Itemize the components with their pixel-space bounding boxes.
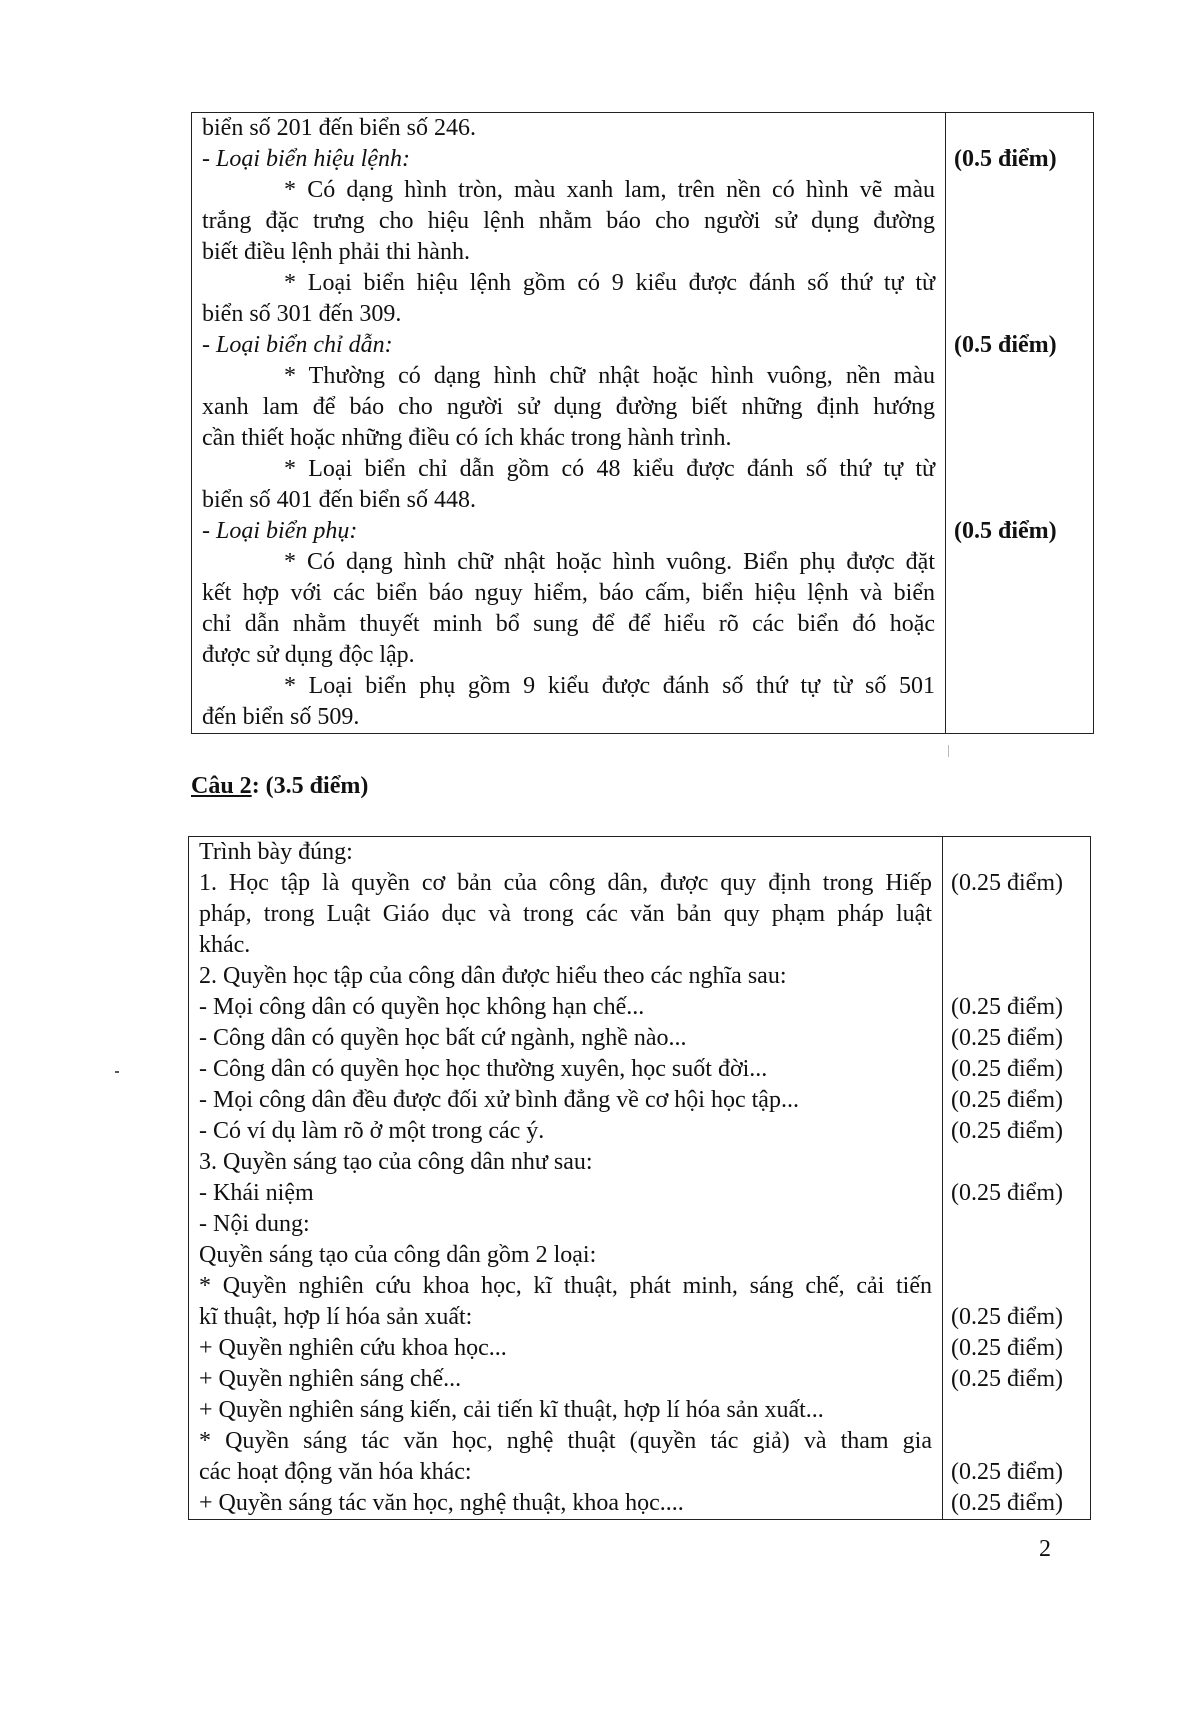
score-label	[954, 547, 1093, 578]
text-line: biết điều lệnh phải thi hành.	[202, 239, 470, 265]
score-label	[951, 1395, 1090, 1426]
score-label	[951, 930, 1090, 961]
score-cell	[943, 837, 1091, 1520]
text-line: - Loại biển chỉ dẫn:	[202, 332, 393, 358]
text-line: - Công dân có quyền học bất cứ ngành, nghề nào...	[199, 1025, 687, 1051]
text-line: - Loại biển phụ:	[202, 518, 358, 544]
margin-mark	[115, 1071, 119, 1073]
score-label	[954, 237, 1093, 268]
score-label	[951, 1147, 1090, 1178]
text-line: - Nội dung:	[199, 1211, 310, 1237]
text-line: * Loại biển chỉ dẫn gồm có 48 kiểu được đánh số thứ tự từ	[284, 456, 935, 482]
answer-table-question-2	[188, 836, 1091, 1520]
score-label: (0.25 điểm)	[951, 1459, 1063, 1485]
text-line: biển số 301 đến 309.	[202, 301, 402, 327]
text-line: - Mọi công dân có quyền học không hạn chế...	[199, 994, 645, 1020]
text-line: 1. Học tập là quyền cơ bản của công dân, được quy định trong Hiếp	[199, 870, 932, 896]
score-label: (0.25 điểm)	[951, 1490, 1063, 1516]
score-label	[951, 1426, 1090, 1457]
text-line: - Loại biển hiệu lệnh:	[202, 146, 410, 172]
text-line: - Khái niệm	[199, 1180, 314, 1206]
text-line: các hoạt động văn hóa khác:	[199, 1459, 472, 1485]
text-line: pháp, trong Luật Giáo dục và trong các văn bản quy phạm pháp luật	[199, 901, 932, 927]
text-line: - Công dân có quyền học học thường xuyên, học suốt đời...	[199, 1056, 768, 1082]
score-label: (0.25 điểm)	[951, 1118, 1063, 1144]
score-label	[954, 702, 1093, 733]
question-points: : (3.5 điểm)	[251, 773, 369, 799]
score-label	[954, 609, 1093, 640]
text-line: kết hợp với các biển báo nguy hiểm, báo cấm, biển hiệu lệnh và biển	[202, 580, 935, 606]
score-label	[951, 1271, 1090, 1302]
score-label	[951, 1240, 1090, 1271]
score-label: (0.25 điểm)	[951, 1366, 1063, 1392]
score-label	[954, 361, 1093, 392]
score-label: (0.5 điểm)	[954, 146, 1057, 172]
text-line: + Quyền sáng tác văn học, nghệ thuật, khoa học....	[199, 1490, 684, 1516]
text-line: * Loại biển hiệu lệnh gồm có 9 kiểu được đánh số thứ tự từ	[284, 270, 935, 296]
text-line: Quyền sáng tạo của công dân gồm 2 loại:	[199, 1242, 597, 1268]
score-label: (0.25 điểm)	[951, 994, 1063, 1020]
score-label: (0.25 điểm)	[951, 1335, 1063, 1361]
score-label: (0.25 điểm)	[951, 1180, 1063, 1206]
text-line: biển số 201 đến biển số 246.	[202, 115, 476, 141]
text-line: 2. Quyền học tập của công dân được hiểu theo các nghĩa sau:	[199, 963, 787, 989]
text-line: chỉ dẫn nhằm thuyết minh bổ sung để để hiểu rõ các biển đó hoặc	[202, 611, 935, 637]
text-line: Trình bày đúng:	[199, 839, 353, 865]
text-line: * Có dạng hình tròn, màu xanh lam, trên nền có hình vẽ màu	[284, 177, 935, 203]
score-label	[954, 175, 1093, 206]
question-label: Câu 2	[191, 773, 252, 799]
page-number: 2	[1039, 1536, 1051, 1562]
score-label	[954, 268, 1093, 299]
score-label	[954, 578, 1093, 609]
text-line: - Mọi công dân đều được đối xử bình đẳng về cơ hội học tập...	[199, 1087, 799, 1113]
score-label: (0.5 điểm)	[954, 518, 1057, 544]
answer-content-cell	[189, 837, 943, 1520]
text-line: * Loại biển phụ gồm 9 kiểu được đánh số thứ tự từ số 501	[284, 673, 935, 699]
score-label	[954, 392, 1093, 423]
text-line: * Quyền sáng tác văn học, nghệ thuật (quyền tác giả) và tham gia	[199, 1428, 932, 1454]
text-line: đến biển số 509.	[202, 704, 360, 730]
score-cell	[946, 113, 1094, 734]
text-line: biển số 401 đến biển số 448.	[202, 487, 476, 513]
score-label	[954, 671, 1093, 702]
score-label: (0.25 điểm)	[951, 1304, 1063, 1330]
score-label	[951, 1209, 1090, 1240]
score-label	[954, 299, 1093, 330]
score-label	[954, 423, 1093, 454]
scan-mark	[948, 745, 949, 757]
score-label: (0.25 điểm)	[951, 1025, 1063, 1051]
score-label	[951, 899, 1090, 930]
score-label	[954, 485, 1093, 516]
score-label: (0.25 điểm)	[951, 1056, 1063, 1082]
answer-table-part1	[191, 112, 1094, 734]
answer-content-cell	[192, 113, 946, 734]
text-line: * Thường có dạng hình chữ nhật hoặc hình vuông, nền màu	[284, 363, 935, 389]
text-line: xanh lam để báo cho người sử dụng đường biết những định hướng	[202, 394, 935, 420]
text-line: trắng đặc trưng cho hiệu lệnh nhằm báo cho người sử dụng đường	[202, 208, 935, 234]
text-line: khác.	[199, 932, 251, 958]
score-label	[951, 837, 1090, 868]
text-line: kĩ thuật, hợp lí hóa sản xuất:	[199, 1304, 473, 1330]
score-label: (0.25 điểm)	[951, 1087, 1063, 1113]
text-line: + Quyền nghiên sáng kiến, cải tiến kĩ thuật, hợp lí hóa sản xuất...	[199, 1397, 824, 1423]
text-line: cần thiết hoặc những điều có ích khác trong hành trình.	[202, 425, 732, 451]
score-label	[954, 113, 1093, 144]
text-line: - Có ví dụ làm rõ ở một trong các ý.	[199, 1118, 545, 1144]
score-label	[951, 961, 1090, 992]
score-label	[954, 206, 1093, 237]
text-line: 3. Quyền sáng tạo của công dân như sau:	[199, 1149, 593, 1175]
score-label	[954, 640, 1093, 671]
score-label: (0.5 điểm)	[954, 332, 1057, 358]
score-label: (0.25 điểm)	[951, 870, 1063, 896]
question-heading	[191, 773, 368, 800]
text-line: * Có dạng hình chữ nhật hoặc hình vuông. Biển phụ được đặt	[284, 549, 935, 575]
text-line: + Quyền nghiên cứu khoa học...	[199, 1335, 507, 1361]
text-line: * Quyền nghiên cứu khoa học, kĩ thuật, phát minh, sáng chế, cải tiến	[199, 1273, 932, 1299]
text-line: + Quyền nghiên sáng chế...	[199, 1366, 462, 1392]
score-label	[954, 454, 1093, 485]
text-line: được sử dụng độc lập.	[202, 642, 415, 668]
